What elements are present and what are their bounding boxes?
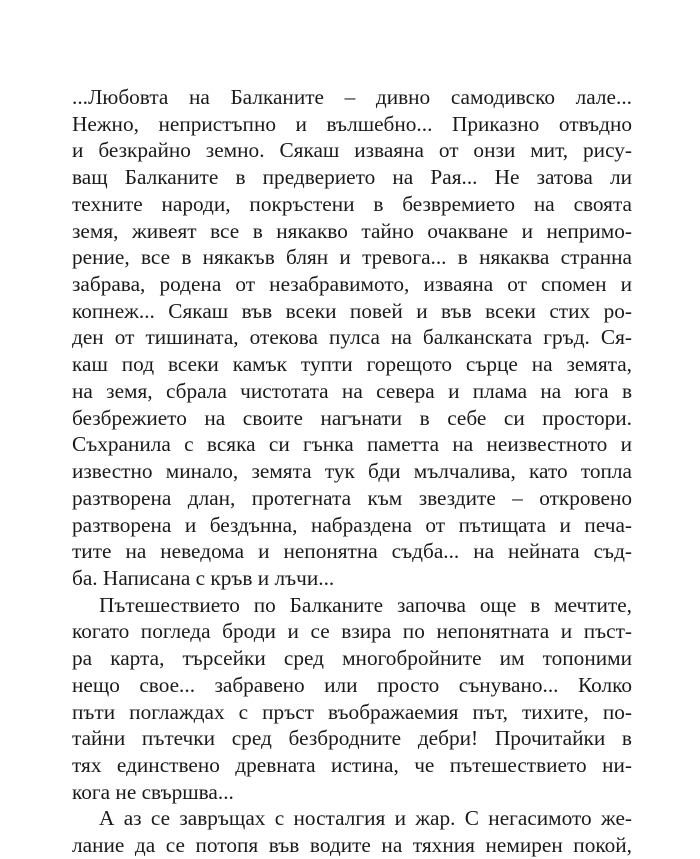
text-line: ден от тишината, отекова пулса на балканската гръд. Ся- <box>72 325 632 350</box>
text-line: тях единствено древната истина, че пътешествието ни- <box>72 752 632 777</box>
text-line: разтворена длан, протегната към звездите – откровено <box>72 485 632 510</box>
text-line: лание да се потопя във водите на тяхния немирен покой, <box>72 833 632 858</box>
text-line: копнеж... Сякаш във всеки повей и във всеки стих ро- <box>72 298 632 323</box>
text-line: и безкрайно земно. Сякаш изваяна от онзи мит, рису- <box>72 138 632 163</box>
document-page <box>72 84 632 859</box>
text-line: известно минало, земята тук бди мълчалива, като топла <box>72 459 632 484</box>
text-line: Пътешествието по Балканите започва още в мечтите, <box>99 592 632 617</box>
text-line: на земя, сбрала чистотата на севера и плама на юга в <box>72 378 632 403</box>
text-line: когато погледа броди и се взира по непонятната и пъст- <box>72 619 632 644</box>
text-line: А аз се завръщах с носталгия и жар. С негасимото же- <box>99 806 632 831</box>
text-line: ра карта, търсейки сред многобройните им топоними <box>72 646 632 671</box>
text-line: каш под всеки камък тупти горещото сърце на земята, <box>72 352 632 377</box>
text-line: Съхранила с всяка си гънка паметта на неизвестното и <box>72 432 632 457</box>
text-line: тите на неведома и непонятна съдба... на нейната съд- <box>72 539 632 564</box>
paragraph-2 <box>72 592 632 806</box>
text-line: ващ Балканите в предверието на Рая... Не затова ли <box>72 165 632 190</box>
text-line: кога не свършва... <box>72 779 234 804</box>
paragraph-1 <box>72 84 632 592</box>
text-line: рение, все в някакъв блян и тревога... в някаква странна <box>72 245 632 270</box>
paragraph-3 <box>72 805 632 858</box>
text-line: забрава, родена от незабравимото, изваяна от спомен и <box>72 272 632 297</box>
text-line: разтворена и бездънна, набраздена от пътищата и печа- <box>72 512 632 537</box>
text-line: земя, живеят все в някакво тайно очакване и непримо- <box>72 218 632 243</box>
text-line: Нежно, непристъпно и вълшебно... Приказно отвъдно <box>72 111 632 136</box>
text-line: техните народи, покръстени в безвремието на своята <box>72 191 632 216</box>
text-line: тайни пътечки сред безбродните дебри! Прочитайки в <box>72 726 632 751</box>
text-line: нещо свое... забравено или просто сънувано... Колко <box>72 672 632 697</box>
text-line: безбрежието на своите нагънати в себе си простори. <box>72 405 632 430</box>
text-line: ба. Написана с кръв и лъчи... <box>72 565 335 590</box>
text-line: пъти поглаждах с пръст въображаемия път, тихите, по- <box>72 699 632 724</box>
text-line: ...Любовта на Балканите – дивно самодивско лале... <box>72 85 632 109</box>
